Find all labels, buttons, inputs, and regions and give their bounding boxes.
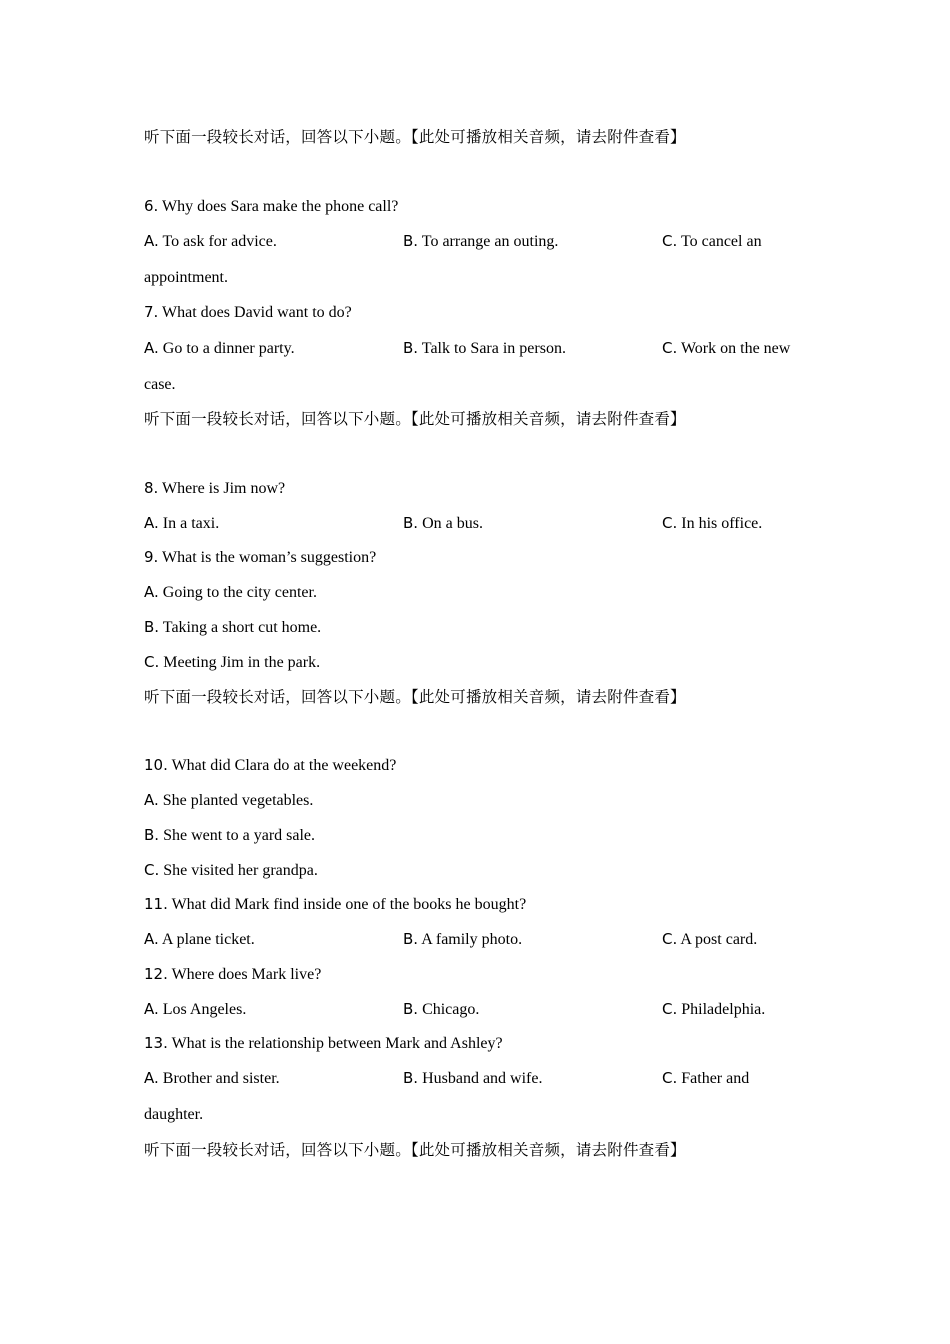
- option-text: Taking a short cut home.: [162, 619, 322, 636]
- option-letter: B.: [144, 618, 160, 636]
- option-letter: A.: [144, 1000, 159, 1018]
- option-text: Talk to Sara in person.: [421, 340, 566, 357]
- option-letter: C.: [144, 653, 160, 671]
- option-text: She went to a yard sale.: [163, 827, 316, 844]
- option-letter: B.: [403, 232, 419, 250]
- option-c-wrap: appointment.: [144, 269, 228, 286]
- option-letter: B.: [144, 826, 160, 844]
- option-c-wrap: case.: [144, 376, 176, 393]
- option-text: To ask for advice.: [162, 233, 277, 250]
- option-a: [144, 513, 219, 534]
- question-number: 12.: [144, 965, 168, 983]
- option-c-wrap: daughter.: [144, 1106, 204, 1123]
- option-text: A plane ticket.: [161, 931, 255, 948]
- option-letter: C.: [662, 1069, 678, 1087]
- question-text: Where is Jim now?: [162, 480, 286, 497]
- option-letter: A.: [144, 1069, 159, 1087]
- option-a: [144, 338, 295, 359]
- option-letter: B.: [403, 930, 419, 948]
- option-text: In a taxi.: [162, 515, 220, 532]
- question-13: [144, 1033, 503, 1054]
- question-number: 11.: [144, 895, 168, 913]
- option-letter: C.: [144, 861, 160, 879]
- option-a: [144, 790, 313, 811]
- option-text: A post card.: [680, 931, 758, 948]
- option-letter: A.: [144, 514, 159, 532]
- option-c: [662, 929, 757, 950]
- listening-instruction: 听下面一段较长对话，回答以下小题。【此处可播放相关音频，请去附件查看】: [144, 688, 686, 706]
- option-a: [144, 929, 255, 950]
- question-11: [144, 894, 526, 915]
- option-a: [144, 999, 246, 1020]
- option-text: Go to a dinner party.: [162, 340, 295, 357]
- option-text: She visited her grandpa.: [163, 862, 318, 879]
- option-letter: C.: [662, 930, 678, 948]
- option-text: Meeting Jim in the park.: [163, 654, 321, 671]
- option-letter: B.: [403, 1000, 419, 1018]
- option-text: Father and: [681, 1070, 750, 1087]
- listening-instruction: 听下面一段较长对话，回答以下小题。【此处可播放相关音频，请去附件查看】: [144, 128, 686, 146]
- option-c: [144, 860, 318, 881]
- option-text: Husband and wife.: [422, 1070, 543, 1087]
- question-number: 13.: [144, 1034, 168, 1052]
- option-b: [403, 513, 483, 534]
- question-text: What did Mark find inside one of the books he bought?: [171, 896, 527, 913]
- option-c: [662, 338, 790, 359]
- question-7: [144, 302, 352, 323]
- question-number: 7.: [144, 303, 159, 321]
- option-text: Going to the city center.: [162, 584, 317, 601]
- question-text: What did Clara do at the weekend?: [171, 757, 397, 774]
- option-letter: A.: [144, 232, 159, 250]
- option-letter: C.: [662, 232, 678, 250]
- option-c: [662, 999, 765, 1020]
- listening-instruction: 听下面一段较长对话，回答以下小题。【此处可播放相关音频，请去附件查看】: [144, 1141, 686, 1159]
- option-text: Work on the new: [680, 340, 791, 357]
- listening-instruction: 听下面一段较长对话，回答以下小题。【此处可播放相关音频，请去附件查看】: [144, 410, 686, 428]
- option-text: On a bus.: [422, 515, 483, 532]
- option-letter: B.: [403, 339, 419, 357]
- option-text: A family photo.: [421, 931, 523, 948]
- option-text: To arrange an outing.: [421, 233, 559, 250]
- option-b: [144, 617, 321, 638]
- option-b: [403, 1068, 542, 1089]
- option-c: [662, 513, 762, 534]
- question-number: 9.: [144, 548, 159, 566]
- question-8: [144, 478, 285, 499]
- option-a: [144, 582, 317, 603]
- question-text: What is the woman’s suggestion?: [162, 549, 377, 566]
- question-number: 6.: [144, 197, 159, 215]
- question-10: [144, 755, 396, 776]
- option-letter: A.: [144, 339, 159, 357]
- option-text: She planted vegetables.: [162, 792, 314, 809]
- option-b: [144, 825, 315, 846]
- option-letter: A.: [144, 930, 159, 948]
- question-text: Where does Mark live?: [171, 966, 322, 983]
- option-text: Philadelphia.: [681, 1001, 766, 1018]
- option-b: [403, 999, 479, 1020]
- question-6: [144, 196, 398, 217]
- option-b: [403, 338, 566, 359]
- question-9: [144, 547, 376, 568]
- option-text: In his office.: [681, 515, 763, 532]
- option-letter: A.: [144, 791, 159, 809]
- option-c: [662, 231, 762, 252]
- option-letter: C.: [662, 339, 678, 357]
- question-number: 8.: [144, 479, 159, 497]
- option-text: Los Angeles.: [162, 1001, 247, 1018]
- question-text: Why does Sara make the phone call?: [162, 198, 399, 215]
- question-text: What is the relationship between Mark and Ashley?: [171, 1035, 503, 1052]
- option-text: Chicago.: [422, 1001, 480, 1018]
- question-number: 10.: [144, 756, 168, 774]
- option-letter: B.: [403, 514, 419, 532]
- option-text: To cancel an: [680, 233, 762, 250]
- option-b: [403, 231, 558, 252]
- option-a: [144, 1068, 280, 1089]
- option-a: [144, 231, 277, 252]
- option-c: [662, 1068, 749, 1089]
- option-letter: C.: [662, 1000, 678, 1018]
- option-letter: B.: [403, 1069, 419, 1087]
- option-b: [403, 929, 522, 950]
- question-text: What does David want to do?: [162, 304, 352, 321]
- option-c: [144, 652, 320, 673]
- option-text: Brother and sister.: [162, 1070, 280, 1087]
- question-12: [144, 964, 321, 985]
- option-letter: C.: [662, 514, 678, 532]
- option-letter: A.: [144, 583, 159, 601]
